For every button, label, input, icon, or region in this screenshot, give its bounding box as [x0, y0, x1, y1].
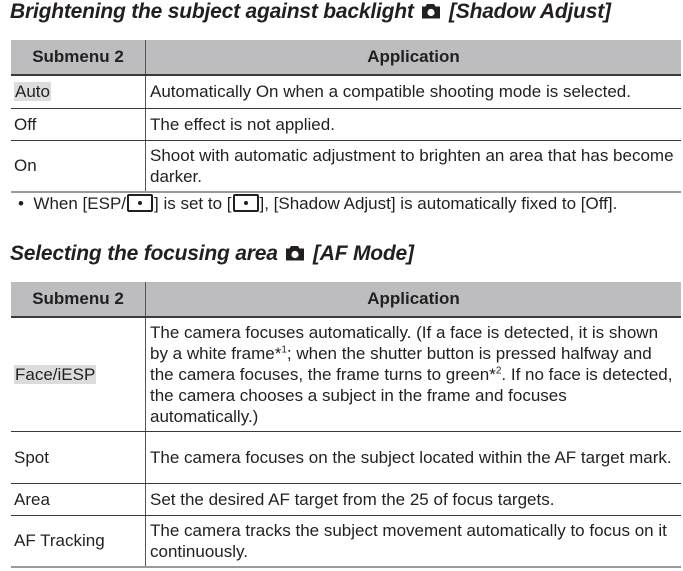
- title-setting-name: [Shadow Adjust]: [448, 0, 611, 23]
- shadow-adjust-table: [11, 40, 681, 193]
- application-cell: The effect is not applied.: [146, 108, 682, 140]
- option-af-tracking: AF Tracking: [11, 515, 146, 567]
- af-mode-table: [11, 282, 681, 568]
- header-submenu: Submenu 2: [11, 40, 146, 75]
- table-header-row: [11, 40, 681, 75]
- note-text: ], [Shadow Adjust] is automatically fixed to [Off].: [259, 194, 618, 213]
- application-text: . If no face is detected, the camera chooses a subject in the frame and focuses automatically.): [150, 364, 673, 426]
- footnote-marker: 2: [495, 365, 502, 377]
- option-face-iesp: Face/iESP: [15, 364, 96, 384]
- option-off: Off: [11, 108, 146, 140]
- table-row: [11, 431, 681, 483]
- application-cell: The camera focuses on the subject located within the AF target mark.: [146, 431, 682, 483]
- footnote-marker: 1: [281, 344, 287, 356]
- spot-metering-icon: [233, 194, 259, 212]
- table-row: [11, 483, 681, 515]
- application-cell: Set the desired AF target from the 25 of focus targets.: [146, 483, 682, 515]
- title-text: Selecting the focusing area: [10, 242, 278, 265]
- header-submenu: Submenu 2: [11, 282, 146, 317]
- section-title-shadow-adjust: [10, 0, 611, 24]
- application-cell: Shoot with automatic adjustment to brighten an area that has become darker.: [146, 140, 682, 192]
- table-row: [11, 108, 681, 140]
- camera-icon: [421, 3, 441, 19]
- header-application: Application: [146, 282, 682, 317]
- title-setting-name: [AF Mode]: [312, 242, 414, 265]
- application-text: ; when the shutter button is pressed halfway and the camera focuses, the frame turns to green*: [150, 343, 652, 384]
- note-text: When [ESP/: [33, 194, 127, 213]
- camera-icon: [285, 245, 305, 261]
- option-area: Area: [11, 483, 146, 515]
- application-cell: Automatically On when a compatible shooting mode is selected.: [146, 75, 682, 108]
- bullet: •: [18, 194, 24, 213]
- table-row: [11, 140, 681, 192]
- spot-metering-icon: [127, 194, 153, 212]
- title-text: Brightening the subject against backlight: [10, 0, 414, 23]
- option-spot: Spot: [11, 431, 146, 483]
- table-row: [11, 75, 681, 108]
- note-text: ] is set to [: [154, 194, 232, 213]
- header-application: Application: [146, 40, 682, 75]
- option-on: On: [11, 140, 146, 192]
- table-row: [11, 317, 681, 431]
- shadow-adjust-note: [18, 194, 617, 214]
- section-title-af-mode: [10, 242, 414, 266]
- option-auto: Auto: [15, 82, 50, 102]
- table-row: [11, 515, 681, 567]
- application-cell: [146, 317, 682, 431]
- application-cell: The camera tracks the subject movement automatically to focus on it continuously.: [146, 515, 682, 567]
- table-header-row: [11, 282, 681, 317]
- application-text: The camera focuses automatically. (If a face is detected, it is shown by a white frame*: [150, 322, 659, 363]
